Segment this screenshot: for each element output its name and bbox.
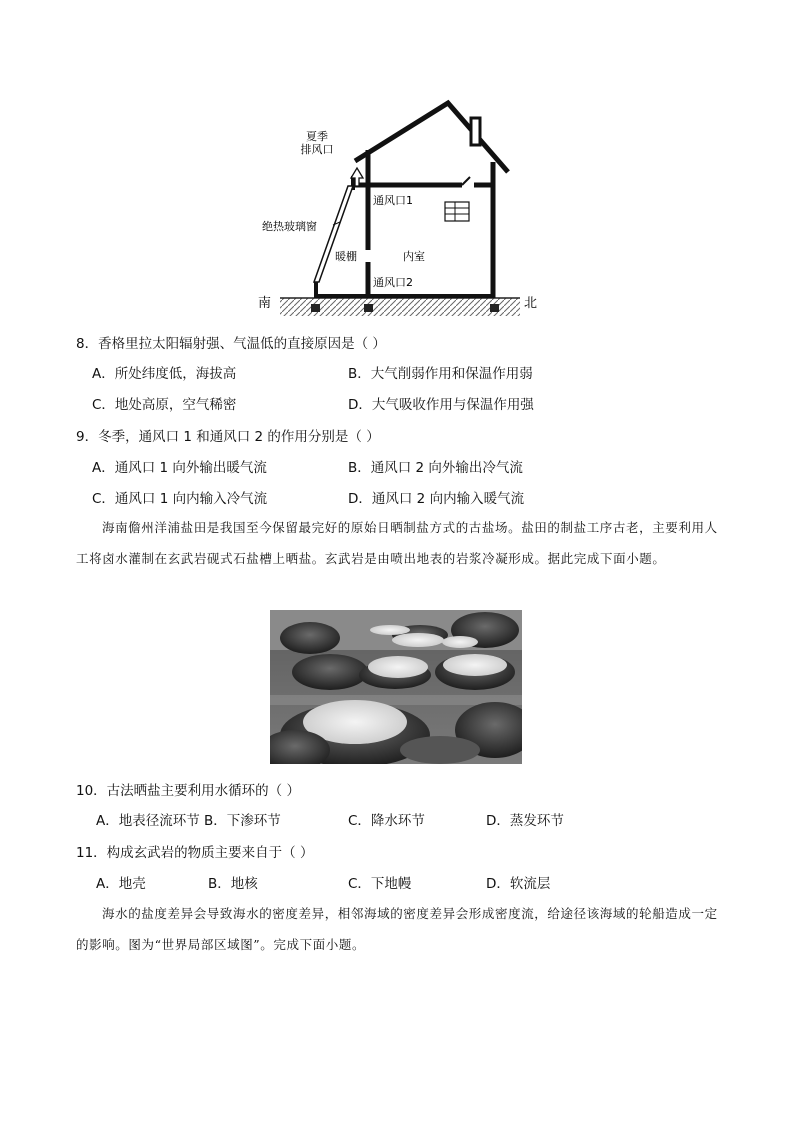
window-icon	[445, 202, 469, 221]
insulated-glass-window	[314, 186, 353, 282]
foundation-block	[490, 304, 499, 312]
inner-room-label: 内室	[403, 250, 425, 263]
question-10-option-a: A．地表径流环节 B．下渗环节	[96, 813, 281, 829]
question-8-option-b: B．大气削弱作用和保温作用弱	[348, 366, 533, 382]
greenhouse-house-diagram	[250, 95, 550, 325]
question-9-option-a: A．通风口 1 向外输出暖气流	[92, 460, 267, 476]
north-label: 北	[524, 296, 538, 311]
attic-hatch	[462, 177, 470, 185]
question-11-stem: 11．构成玄武岩的物质主要来自于（ ）	[76, 845, 314, 861]
question-9-stem: 9．冬季，通风口 1 和通风口 2 的作用分别是（ ）	[76, 429, 380, 445]
question-10-option-c: C．降水环节	[348, 813, 425, 829]
summer-exhaust-label-2: 排风口	[300, 143, 334, 156]
question-11-option-b: B．地核	[208, 876, 258, 892]
roof	[355, 103, 508, 172]
question-10-option-d: D．蒸发环节	[486, 813, 564, 829]
question-8-option-d: D．大气吸收作用与保温作用强	[348, 397, 534, 413]
question-11-option-c: C．下地幔	[348, 876, 412, 892]
question-11-option-a: A．地壳	[96, 876, 146, 892]
greenhouse-label: 暖棚	[335, 250, 357, 263]
question-9-option-b: B．通风口 2 向外输出冷气流	[348, 460, 523, 476]
vent2-label: 通风口2	[373, 276, 413, 289]
question-8-stem: 8．香格里拉太阳辐射强、气温低的直接原因是（ ）	[76, 336, 386, 352]
foundation-block	[311, 304, 320, 312]
question-8-option-c: C．地处高原，空气稀密	[92, 397, 237, 413]
salt-field-photo	[270, 610, 522, 764]
question-9-option-d: D．通风口 2 向内输入暖气流	[348, 491, 525, 507]
sea-density-passage: 海水的盐度差异会导致海水的密度差异，相邻海域的密度差异会形成密度流，给途径该海域的轮船造成一定的影响。图为“世界局部区域图”。完成下面小题。	[76, 906, 718, 952]
insulated-glass-label: 绝热玻璃窗	[262, 220, 317, 233]
question-9-option-c: C．通风口 1 向内输入冷气流	[92, 491, 268, 507]
south-label: 南	[258, 296, 272, 311]
chimney	[471, 118, 480, 145]
summer-exhaust-label-1: 夏季	[306, 130, 328, 143]
foundation-block	[364, 304, 373, 312]
question-11-option-d: D．软流层	[486, 876, 551, 892]
vent1-label: 通风口1	[373, 194, 413, 207]
question-10-stem: 10．古法晒盐主要利用水循环的（ ）	[76, 783, 300, 799]
question-8-option-a: A．所处纬度低，海拔高	[92, 366, 237, 382]
salt-field-passage: 海南儋州洋浦盐田是我国至今保留最完好的原始日晒制盐方式的古盐场。盐田的制盐工序古老，主要利用人工将卤水灌制在玄武岩砚式石盐槽上晒盐。玄武岩是由喷出地表的岩浆冷凝形成。据此完成下面小题。	[76, 520, 718, 566]
